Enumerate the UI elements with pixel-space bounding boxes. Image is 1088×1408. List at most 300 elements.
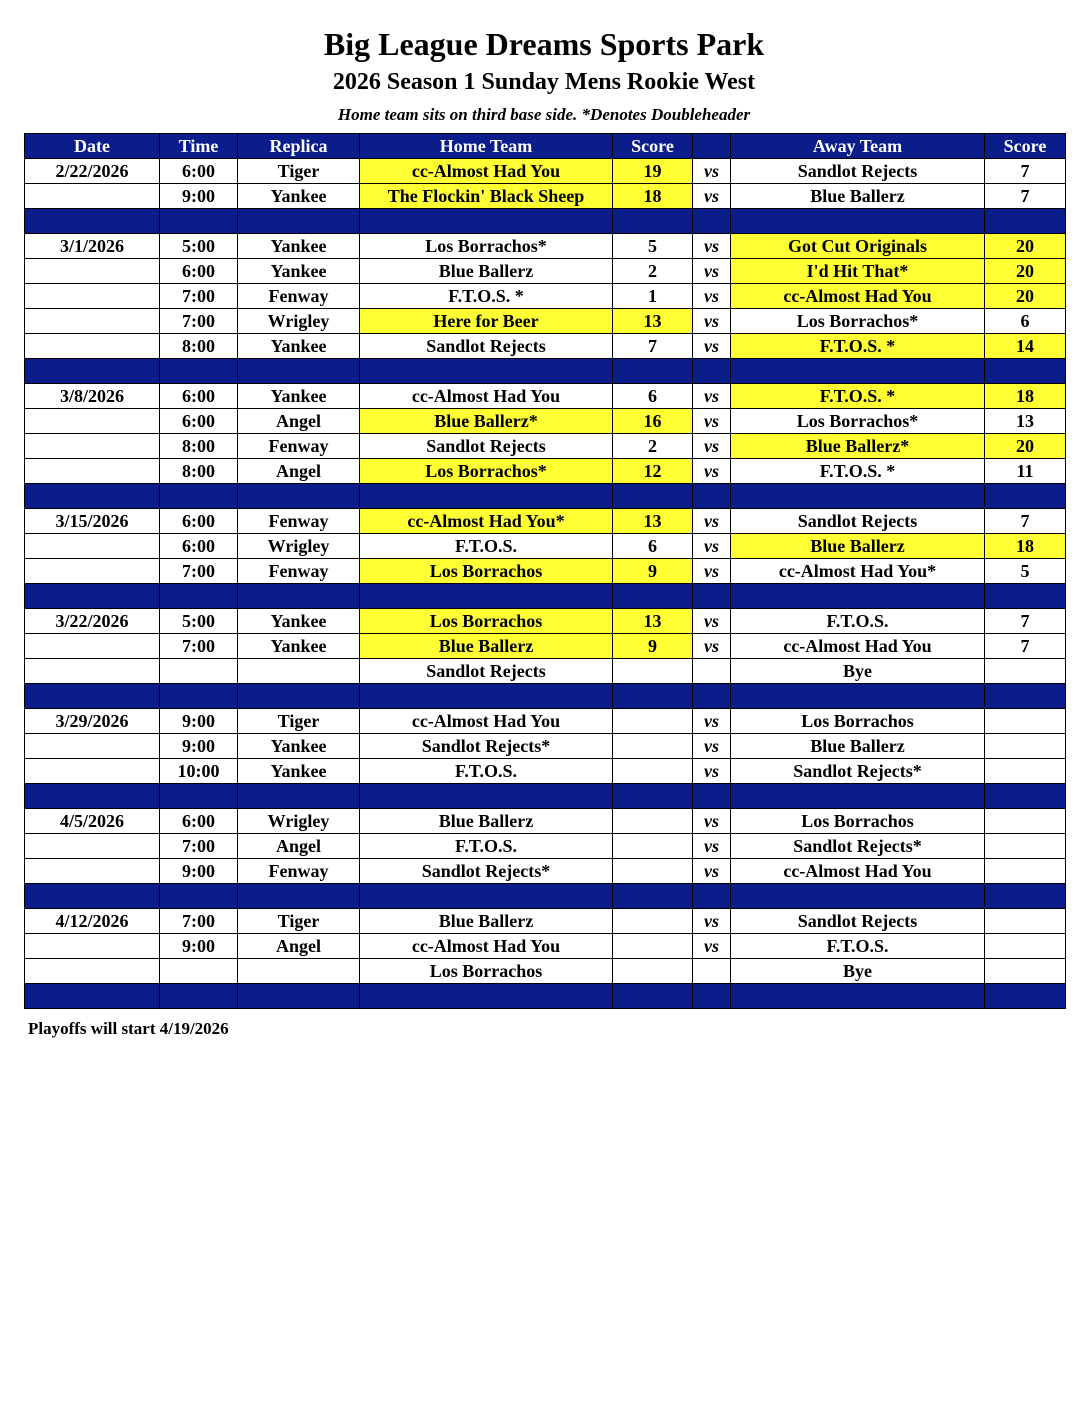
separator-cell bbox=[25, 984, 160, 1009]
home-score: 2 bbox=[613, 259, 693, 284]
home-team: Los Borrachos bbox=[360, 559, 613, 584]
away-team: Sandlot Rejects bbox=[731, 159, 985, 184]
table-row bbox=[25, 434, 1066, 459]
table-row bbox=[25, 384, 1066, 409]
separator-cell bbox=[693, 884, 731, 909]
home-score: 13 bbox=[613, 609, 693, 634]
home-score: 6 bbox=[613, 384, 693, 409]
table-row bbox=[25, 909, 1066, 934]
separator-cell bbox=[985, 984, 1066, 1009]
game-replica: Yankee bbox=[238, 384, 360, 409]
home-score: 2 bbox=[613, 434, 693, 459]
away-score: 7 bbox=[985, 159, 1066, 184]
separator-cell bbox=[360, 684, 613, 709]
col-away-team: Away Team bbox=[731, 134, 985, 159]
home-score bbox=[613, 959, 693, 984]
table-row bbox=[25, 309, 1066, 334]
table-row bbox=[25, 609, 1066, 634]
table-row bbox=[25, 959, 1066, 984]
away-score bbox=[985, 834, 1066, 859]
game-time: 5:00 bbox=[160, 234, 238, 259]
game-time: 7:00 bbox=[160, 284, 238, 309]
page-subtitle: 2026 Season 1 Sunday Mens Rookie West bbox=[332, 69, 756, 95]
separator-cell bbox=[613, 484, 693, 509]
separator-cell bbox=[731, 209, 985, 234]
home-score: 12 bbox=[613, 459, 693, 484]
separator-cell bbox=[160, 484, 238, 509]
separator-cell bbox=[25, 784, 160, 809]
separator-cell bbox=[25, 884, 160, 909]
home-score bbox=[613, 909, 693, 934]
separator-cell bbox=[731, 584, 985, 609]
home-team: Los Borrachos* bbox=[360, 459, 613, 484]
home-team: cc-Almost Had You bbox=[360, 384, 613, 409]
table-row bbox=[25, 534, 1066, 559]
game-replica bbox=[238, 959, 360, 984]
game-date bbox=[25, 459, 160, 484]
away-team: Sandlot Rejects bbox=[731, 909, 985, 934]
away-team: F.T.O.S. * bbox=[731, 384, 985, 409]
game-replica: Angel bbox=[238, 459, 360, 484]
away-score bbox=[985, 659, 1066, 684]
game-replica: Fenway bbox=[238, 559, 360, 584]
game-time: 8:00 bbox=[160, 459, 238, 484]
away-score bbox=[985, 959, 1066, 984]
table-row bbox=[25, 559, 1066, 584]
page-title: Big League Dreams Sports Park bbox=[323, 26, 765, 62]
separator-cell bbox=[360, 484, 613, 509]
separator-cell bbox=[360, 884, 613, 909]
game-time: 9:00 bbox=[160, 859, 238, 884]
game-replica: Yankee bbox=[238, 634, 360, 659]
separator-cell bbox=[613, 584, 693, 609]
away-score: 18 bbox=[985, 384, 1066, 409]
game-time: 9:00 bbox=[160, 709, 238, 734]
game-time bbox=[160, 959, 238, 984]
home-score bbox=[613, 734, 693, 759]
away-team: I'd Hit That* bbox=[731, 259, 985, 284]
vs-label: vs bbox=[693, 509, 731, 534]
game-replica: Yankee bbox=[238, 734, 360, 759]
home-team: Blue Ballerz* bbox=[360, 409, 613, 434]
home-score: 9 bbox=[613, 559, 693, 584]
game-date bbox=[25, 309, 160, 334]
home-score: 9 bbox=[613, 634, 693, 659]
separator-cell bbox=[985, 359, 1066, 384]
away-team: Blue Ballerz* bbox=[731, 434, 985, 459]
game-time: 9:00 bbox=[160, 734, 238, 759]
separator-cell bbox=[238, 209, 360, 234]
game-time: 7:00 bbox=[160, 634, 238, 659]
away-score bbox=[985, 934, 1066, 959]
home-score bbox=[613, 809, 693, 834]
game-replica: Wrigley bbox=[238, 809, 360, 834]
vs-label: vs bbox=[693, 734, 731, 759]
separator-cell bbox=[613, 784, 693, 809]
col-vs bbox=[693, 134, 731, 159]
game-replica: Tiger bbox=[238, 909, 360, 934]
separator-cell bbox=[693, 359, 731, 384]
game-time: 7:00 bbox=[160, 309, 238, 334]
separator-cell bbox=[360, 359, 613, 384]
separator-cell bbox=[360, 209, 613, 234]
table-row bbox=[25, 809, 1066, 834]
separator-cell bbox=[238, 884, 360, 909]
separator-cell bbox=[985, 484, 1066, 509]
col-away-score: Score bbox=[985, 134, 1066, 159]
away-score: 11 bbox=[985, 459, 1066, 484]
home-team: Blue Ballerz bbox=[360, 259, 613, 284]
game-time: 6:00 bbox=[160, 534, 238, 559]
separator-cell bbox=[693, 984, 731, 1009]
away-team: Los Borrachos* bbox=[731, 309, 985, 334]
col-home-team: Home Team bbox=[360, 134, 613, 159]
vs-label: vs bbox=[693, 409, 731, 434]
table-row bbox=[25, 934, 1066, 959]
home-team: Los Borrachos* bbox=[360, 234, 613, 259]
home-score: 5 bbox=[613, 234, 693, 259]
game-date bbox=[25, 859, 160, 884]
separator-cell bbox=[25, 359, 160, 384]
col-replica: Replica bbox=[238, 134, 360, 159]
table-row bbox=[25, 859, 1066, 884]
game-replica: Yankee bbox=[238, 759, 360, 784]
game-date: 4/5/2026 bbox=[25, 809, 160, 834]
separator-cell bbox=[238, 484, 360, 509]
home-score bbox=[613, 659, 693, 684]
game-date bbox=[25, 659, 160, 684]
week-separator bbox=[25, 684, 1066, 709]
away-team: cc-Almost Had You bbox=[731, 634, 985, 659]
home-team: F.T.O.S. bbox=[360, 834, 613, 859]
vs-label: vs bbox=[693, 334, 731, 359]
separator-cell bbox=[731, 484, 985, 509]
game-time: 6:00 bbox=[160, 159, 238, 184]
separator-cell bbox=[693, 484, 731, 509]
vs-label: vs bbox=[693, 909, 731, 934]
away-score: 18 bbox=[985, 534, 1066, 559]
separator-cell bbox=[160, 584, 238, 609]
separator-cell bbox=[160, 359, 238, 384]
vs-label: vs bbox=[693, 559, 731, 584]
home-team: F.T.O.S. bbox=[360, 534, 613, 559]
separator-cell bbox=[360, 784, 613, 809]
week-separator bbox=[25, 584, 1066, 609]
table-row bbox=[25, 459, 1066, 484]
away-team: Blue Ballerz bbox=[731, 534, 985, 559]
vs-label: vs bbox=[693, 759, 731, 784]
away-score: 20 bbox=[985, 259, 1066, 284]
separator-cell bbox=[25, 484, 160, 509]
home-score bbox=[613, 709, 693, 734]
home-team: Blue Ballerz bbox=[360, 909, 613, 934]
week-separator bbox=[25, 209, 1066, 234]
separator-cell bbox=[25, 684, 160, 709]
game-date bbox=[25, 259, 160, 284]
week-separator bbox=[25, 359, 1066, 384]
separator-cell bbox=[160, 984, 238, 1009]
vs-label: vs bbox=[693, 434, 731, 459]
home-score: 16 bbox=[613, 409, 693, 434]
game-date: 3/8/2026 bbox=[25, 384, 160, 409]
home-team: cc-Almost Had You* bbox=[360, 509, 613, 534]
home-team: Here for Beer bbox=[360, 309, 613, 334]
separator-cell bbox=[985, 209, 1066, 234]
home-score: 19 bbox=[613, 159, 693, 184]
doubleheader-note: Home team sits on third base side. *Denotes Doubleheader bbox=[337, 105, 751, 124]
away-team: Sandlot Rejects* bbox=[731, 759, 985, 784]
table-row bbox=[25, 659, 1066, 684]
game-replica: Fenway bbox=[238, 284, 360, 309]
game-replica: Yankee bbox=[238, 334, 360, 359]
home-team: Blue Ballerz bbox=[360, 809, 613, 834]
schedule-table bbox=[24, 133, 1066, 1009]
home-team: Sandlot Rejects bbox=[360, 659, 613, 684]
away-team: Got Cut Originals bbox=[731, 234, 985, 259]
vs-label: vs bbox=[693, 159, 731, 184]
game-time: 8:00 bbox=[160, 434, 238, 459]
away-score: 7 bbox=[985, 509, 1066, 534]
separator-cell bbox=[238, 984, 360, 1009]
vs-label: vs bbox=[693, 459, 731, 484]
away-team: cc-Almost Had You bbox=[731, 859, 985, 884]
away-team: Sandlot Rejects bbox=[731, 509, 985, 534]
separator-cell bbox=[985, 884, 1066, 909]
separator-cell bbox=[613, 359, 693, 384]
away-team: Sandlot Rejects* bbox=[731, 834, 985, 859]
game-time: 6:00 bbox=[160, 384, 238, 409]
home-team: cc-Almost Had You bbox=[360, 159, 613, 184]
week-separator bbox=[25, 884, 1066, 909]
game-replica: Tiger bbox=[238, 159, 360, 184]
home-team: Los Borrachos bbox=[360, 959, 613, 984]
game-replica: Yankee bbox=[238, 234, 360, 259]
table-row bbox=[25, 834, 1066, 859]
game-replica: Fenway bbox=[238, 859, 360, 884]
home-score: 6 bbox=[613, 534, 693, 559]
vs-label: vs bbox=[693, 834, 731, 859]
away-score: 7 bbox=[985, 609, 1066, 634]
separator-cell bbox=[731, 684, 985, 709]
away-team: Blue Ballerz bbox=[731, 184, 985, 209]
game-date bbox=[25, 334, 160, 359]
game-date bbox=[25, 409, 160, 434]
vs-label: vs bbox=[693, 184, 731, 209]
away-score bbox=[985, 809, 1066, 834]
home-team: Sandlot Rejects* bbox=[360, 734, 613, 759]
vs-label: vs bbox=[693, 284, 731, 309]
separator-cell bbox=[160, 884, 238, 909]
home-score bbox=[613, 859, 693, 884]
separator-cell bbox=[238, 584, 360, 609]
separator-cell bbox=[238, 784, 360, 809]
vs-label: vs bbox=[693, 634, 731, 659]
home-team: cc-Almost Had You bbox=[360, 934, 613, 959]
table-row bbox=[25, 759, 1066, 784]
vs-label: vs bbox=[693, 609, 731, 634]
home-team: F.T.O.S. bbox=[360, 759, 613, 784]
game-date bbox=[25, 434, 160, 459]
separator-cell bbox=[238, 684, 360, 709]
home-score bbox=[613, 834, 693, 859]
game-date: 3/1/2026 bbox=[25, 234, 160, 259]
table-row bbox=[25, 284, 1066, 309]
schedule-body bbox=[25, 159, 1066, 1009]
game-replica bbox=[238, 659, 360, 684]
vs-label: vs bbox=[693, 259, 731, 284]
game-date: 3/22/2026 bbox=[25, 609, 160, 634]
away-team: Bye bbox=[731, 659, 985, 684]
week-separator bbox=[25, 984, 1066, 1009]
game-date: 2/22/2026 bbox=[25, 159, 160, 184]
game-date: 4/12/2026 bbox=[25, 909, 160, 934]
vs-label bbox=[693, 959, 731, 984]
away-score bbox=[985, 759, 1066, 784]
col-home-score: Score bbox=[613, 134, 693, 159]
home-team: cc-Almost Had You bbox=[360, 709, 613, 734]
home-score: 18 bbox=[613, 184, 693, 209]
separator-cell bbox=[360, 984, 613, 1009]
away-score bbox=[985, 909, 1066, 934]
home-team: Sandlot Rejects bbox=[360, 434, 613, 459]
game-date bbox=[25, 959, 160, 984]
home-team: Los Borrachos bbox=[360, 609, 613, 634]
separator-cell bbox=[985, 584, 1066, 609]
separator-cell bbox=[613, 684, 693, 709]
separator-cell bbox=[731, 884, 985, 909]
separator-cell bbox=[613, 209, 693, 234]
game-time: 6:00 bbox=[160, 409, 238, 434]
game-replica: Fenway bbox=[238, 434, 360, 459]
away-score: 7 bbox=[985, 634, 1066, 659]
home-team: F.T.O.S. * bbox=[360, 284, 613, 309]
table-row bbox=[25, 184, 1066, 209]
away-team: Los Borrachos* bbox=[731, 409, 985, 434]
separator-cell bbox=[613, 984, 693, 1009]
vs-label: vs bbox=[693, 709, 731, 734]
table-row bbox=[25, 409, 1066, 434]
game-time bbox=[160, 659, 238, 684]
vs-label: vs bbox=[693, 809, 731, 834]
home-score bbox=[613, 934, 693, 959]
vs-label: vs bbox=[693, 309, 731, 334]
away-score: 20 bbox=[985, 234, 1066, 259]
table-row bbox=[25, 509, 1066, 534]
away-team: Blue Ballerz bbox=[731, 734, 985, 759]
separator-cell bbox=[160, 209, 238, 234]
col-time: Time bbox=[160, 134, 238, 159]
away-team: F.T.O.S. * bbox=[731, 334, 985, 359]
game-date: 3/29/2026 bbox=[25, 709, 160, 734]
table-row bbox=[25, 709, 1066, 734]
game-time: 7:00 bbox=[160, 834, 238, 859]
table-row bbox=[25, 259, 1066, 284]
separator-cell bbox=[731, 984, 985, 1009]
game-date bbox=[25, 559, 160, 584]
home-team: The Flockin' Black Sheep bbox=[360, 184, 613, 209]
away-score: 14 bbox=[985, 334, 1066, 359]
game-replica: Yankee bbox=[238, 259, 360, 284]
game-date bbox=[25, 834, 160, 859]
game-time: 5:00 bbox=[160, 609, 238, 634]
separator-cell bbox=[160, 784, 238, 809]
game-replica: Yankee bbox=[238, 184, 360, 209]
home-team: Sandlot Rejects bbox=[360, 334, 613, 359]
game-time: 8:00 bbox=[160, 334, 238, 359]
game-date bbox=[25, 534, 160, 559]
separator-cell bbox=[693, 784, 731, 809]
separator-cell bbox=[613, 884, 693, 909]
table-row bbox=[25, 734, 1066, 759]
separator-cell bbox=[693, 584, 731, 609]
away-score bbox=[985, 734, 1066, 759]
separator-cell bbox=[693, 209, 731, 234]
week-separator bbox=[25, 784, 1066, 809]
home-score: 7 bbox=[613, 334, 693, 359]
vs-label bbox=[693, 659, 731, 684]
away-team: cc-Almost Had You bbox=[731, 284, 985, 309]
game-time: 9:00 bbox=[160, 934, 238, 959]
game-date: 3/15/2026 bbox=[25, 509, 160, 534]
game-replica: Wrigley bbox=[238, 534, 360, 559]
table-row bbox=[25, 634, 1066, 659]
game-replica: Wrigley bbox=[238, 309, 360, 334]
col-date: Date bbox=[25, 134, 160, 159]
separator-cell bbox=[985, 684, 1066, 709]
game-replica: Yankee bbox=[238, 609, 360, 634]
separator-cell bbox=[25, 209, 160, 234]
table-row bbox=[25, 159, 1066, 184]
game-time: 6:00 bbox=[160, 509, 238, 534]
away-team: F.T.O.S. bbox=[731, 609, 985, 634]
away-team: cc-Almost Had You* bbox=[731, 559, 985, 584]
game-date bbox=[25, 634, 160, 659]
separator-cell bbox=[25, 584, 160, 609]
game-replica: Angel bbox=[238, 409, 360, 434]
header-row bbox=[25, 134, 1066, 159]
game-time: 9:00 bbox=[160, 184, 238, 209]
game-replica: Angel bbox=[238, 934, 360, 959]
home-team: Sandlot Rejects* bbox=[360, 859, 613, 884]
away-score: 5 bbox=[985, 559, 1066, 584]
game-time: 6:00 bbox=[160, 809, 238, 834]
home-score: 13 bbox=[613, 309, 693, 334]
away-score: 20 bbox=[985, 434, 1066, 459]
separator-cell bbox=[693, 684, 731, 709]
home-score bbox=[613, 759, 693, 784]
separator-cell bbox=[731, 784, 985, 809]
game-date bbox=[25, 759, 160, 784]
separator-cell bbox=[238, 359, 360, 384]
game-time: 10:00 bbox=[160, 759, 238, 784]
game-time: 7:00 bbox=[160, 909, 238, 934]
separator-cell bbox=[985, 784, 1066, 809]
game-time: 7:00 bbox=[160, 559, 238, 584]
week-separator bbox=[25, 484, 1066, 509]
vs-label: vs bbox=[693, 534, 731, 559]
table-row bbox=[25, 234, 1066, 259]
away-score bbox=[985, 859, 1066, 884]
vs-label: vs bbox=[693, 859, 731, 884]
away-score: 20 bbox=[985, 284, 1066, 309]
away-score: 6 bbox=[985, 309, 1066, 334]
separator-cell bbox=[360, 584, 613, 609]
away-team: Los Borrachos bbox=[731, 709, 985, 734]
game-replica: Angel bbox=[238, 834, 360, 859]
away-score: 7 bbox=[985, 184, 1066, 209]
away-score: 13 bbox=[985, 409, 1066, 434]
away-team: Bye bbox=[731, 959, 985, 984]
